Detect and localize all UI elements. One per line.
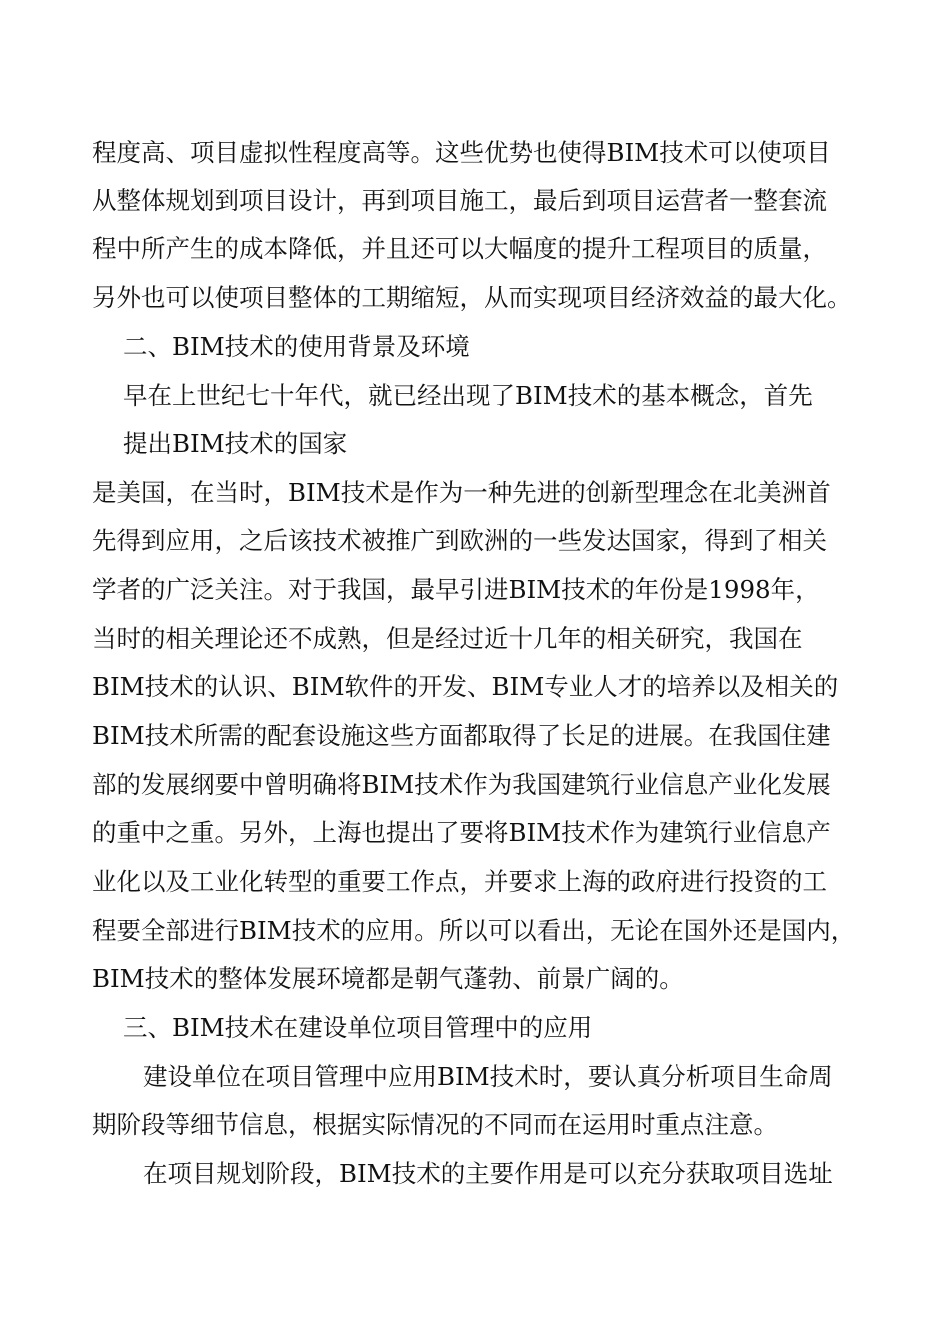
text-line: 早在上世纪七十年代，就已经出现了BIM技术的基本概念，首先 <box>123 381 813 410</box>
text-line: 期阶段等细节信息，根据实际情况的不同而在运用时重点注意。 <box>92 1110 778 1139</box>
text-line: 在项目规划阶段，BIM技术的主要作用是可以充分获取项目选址 <box>143 1159 833 1188</box>
text-line: 是美国，在当时，BIM技术是作为一种先进的创新型理念在北美洲首 <box>92 478 831 507</box>
text-line: BIM技术的整体发展环境都是朝气蓬勃、前景广阔的。 <box>92 964 684 993</box>
text-line: 程中所产生的成本降低，并且还可以大幅度的提升工程项目的质量， <box>92 234 827 263</box>
text-line: 另外也可以使项目整体的工期缩短，从而实现项目经济效益的最大化。 <box>92 283 852 312</box>
text-line: 的重中之重。另外，上海也提出了要将BIM技术作为建筑行业信息产 <box>92 818 831 847</box>
text-line: 业化以及工业化转型的重要工作点，并要求上海的政府进行投资的工 <box>92 867 827 896</box>
text-line: BIM技术的认识、BIM软件的开发、BIM专业人才的培养以及相关的 <box>92 672 839 701</box>
text-line: 当时的相关理论还不成熟，但是经过近十几年的相关研究，我国在 <box>92 624 803 653</box>
text-line: 从整体规划到项目设计，再到项目施工，最后到项目运营者一整套流 <box>92 186 827 215</box>
section-heading: 三、BIM技术在建设单位项目管理中的应用 <box>123 1013 593 1042</box>
text-line: BIM技术所需的配套设施这些方面都取得了长足的进展。在我国住建 <box>92 721 831 750</box>
text-line: 建设单位在项目管理中应用BIM技术时，要认真分析项目生命周 <box>143 1062 833 1091</box>
text-line: 先得到应用，之后该技术被推广到欧洲的一些发达国家，得到了相关 <box>92 526 827 555</box>
text-line: 学者的广泛关注。对于我国，最早引进BIM技术的年份是1998年， <box>92 575 820 604</box>
text-line: 程要全部进行BIM技术的应用。所以可以看出，无论在国外还是国内， <box>92 916 856 945</box>
text-line: 部的发展纲要中曾明确将BIM技术作为我国建筑行业信息产业化发展 <box>92 770 831 799</box>
text-line: 程度高、项目虚拟性程度高等。这些优势也使得BIM技术可以使项目 <box>92 138 831 167</box>
section-heading: 二、BIM技术的使用背景及环境 <box>123 332 470 361</box>
text-line: 提出BIM技术的国家 <box>123 429 348 458</box>
